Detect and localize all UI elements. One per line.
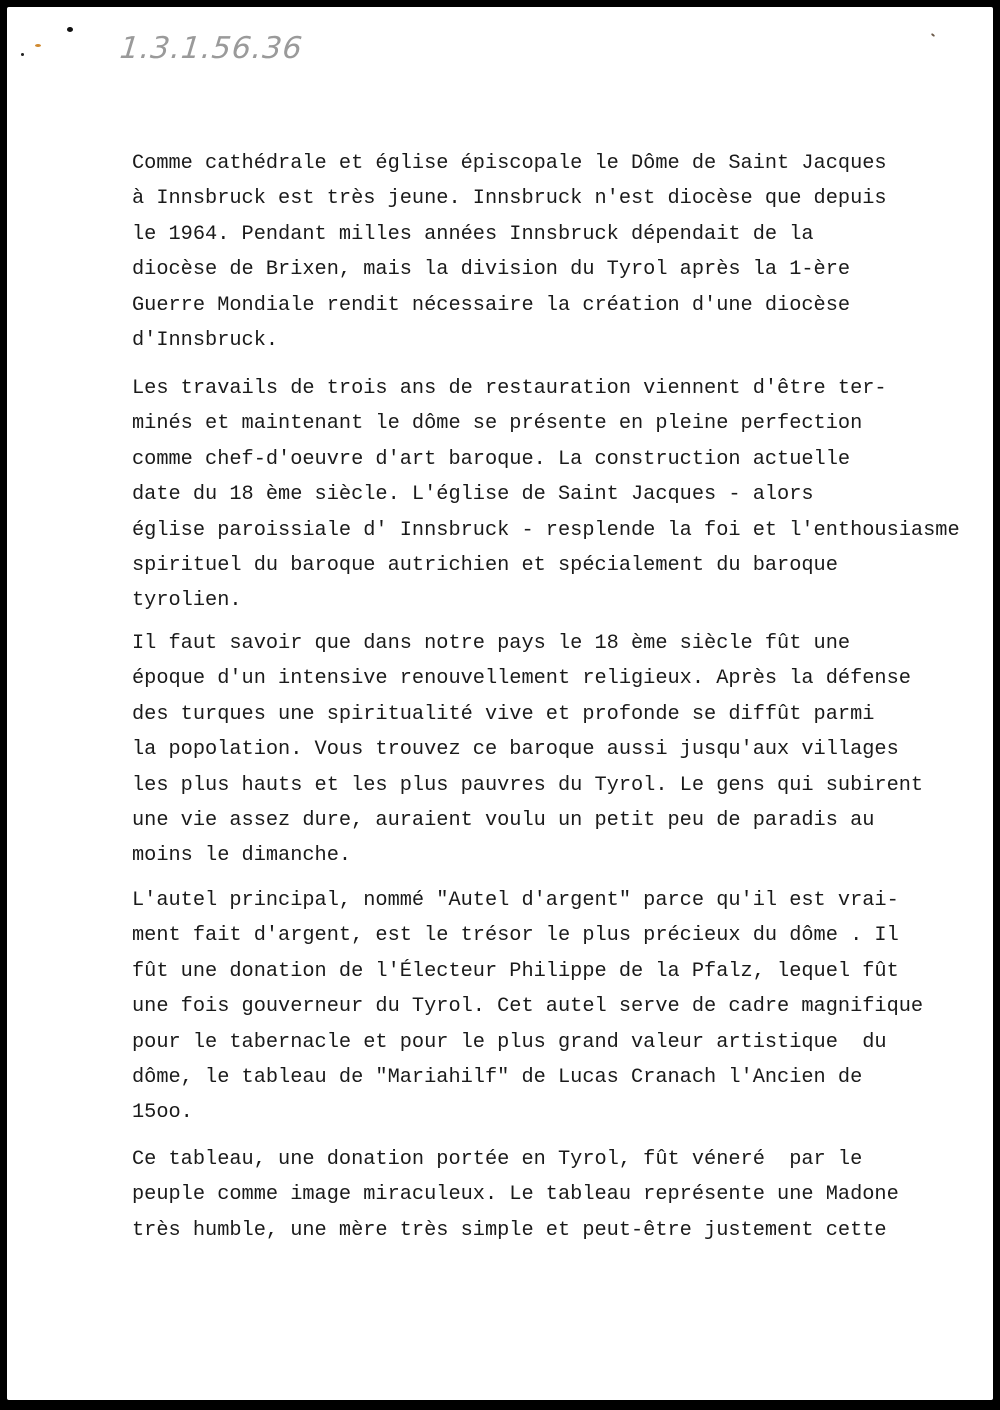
text-line: une vie assez dure, auraient voulu un petit peu de paradis au [132, 808, 875, 832]
text-line: comme chef-d'oeuvre d'art baroque. La construction actuelle [132, 447, 851, 471]
text-line: église paroissiale d' Innsbruck - resplende la foi et l'enthousiasme [132, 518, 960, 542]
text-line: Il faut savoir que dans notre pays le 18 ème siècle fût une [132, 632, 851, 655]
text-line: une fois gouverneur du Tyrol. Cet autel serve de cadre magnifique [132, 995, 924, 1019]
text-line: des turques une spiritualité vive et profonde se diffût parmi [132, 702, 875, 726]
text-line: la popolation. Vous trouvez ce baroque aussi jusqu'aux villages [132, 738, 899, 762]
text-line: Guerre Mondiale rendit nécessaire la création d'une diocèse [132, 293, 851, 317]
ink-speck [67, 27, 73, 32]
text-line: les plus hauts et les plus pauvres du Tyrol. Le gens qui subirent [132, 773, 924, 797]
text-line: fût une donation de l'Électeur Philippe de la Pfalz, lequel fût [132, 959, 899, 983]
text-line: très humble, une mère très simple et peut-être justement cette [132, 1218, 887, 1242]
text-line: le 1964. Pendant milles années Innsbruck dépendait de la [132, 222, 814, 246]
text-line: 15oo. [132, 1101, 193, 1125]
text-line: Ce tableau, une donation portée en Tyrol, fût véneré par le [132, 1148, 863, 1171]
paragraph-3 [132, 626, 992, 874]
ink-speck [931, 33, 935, 37]
text-line: Les travails de trois ans de restauration viennent d'être ter- [132, 377, 887, 400]
text-line: date du 18 ème siècle. L'église de Saint Jacques - alors [132, 483, 814, 507]
text-line: époque d'un intensive renouvellement religieux. Après la défense [132, 667, 911, 691]
text-line: diocèse de Brixen, mais la division du Tyrol après la 1-ère [132, 258, 851, 282]
handwritten-reference-number: 1.3.1.56.36 [118, 31, 305, 66]
paragraph-5 [132, 1142, 992, 1248]
document-page [7, 7, 993, 1400]
ink-speck [35, 44, 41, 47]
ink-speck [21, 53, 24, 56]
text-line: peuple comme image miraculeux. Le tableau représente une Madone [132, 1183, 899, 1207]
text-line: L'autel principal, nommé "Autel d'argent" parce qu'il est vrai- [132, 889, 899, 912]
text-line: spirituel du baroque autrichien et spécialement du baroque [132, 553, 838, 577]
text-line: minés et maintenant le dôme se présente en pleine perfection [132, 412, 863, 436]
text-line: tyrolien. [132, 589, 242, 613]
paragraph-4 [132, 883, 992, 1131]
text-line: d'Innsbruck. [132, 328, 279, 352]
paragraph-2 [132, 371, 992, 619]
text-line: pour le tabernacle et pour le plus grand valeur artistique du [132, 1030, 887, 1054]
text-line: ment fait d'argent, est le trésor le plus précieux du dôme . Il [132, 924, 899, 948]
text-line: Comme cathédrale et église épiscopale le Dôme de Saint Jacques [132, 152, 887, 175]
text-line: dôme, le tableau de "Mariahilf" de Lucas Cranach l'Ancien de [132, 1065, 863, 1089]
text-line: à Innsbruck est très jeune. Innsbruck n'est diocèse que depuis [132, 187, 887, 211]
paragraph-1 [132, 146, 992, 358]
text-line: moins le dimanche. [132, 844, 352, 868]
